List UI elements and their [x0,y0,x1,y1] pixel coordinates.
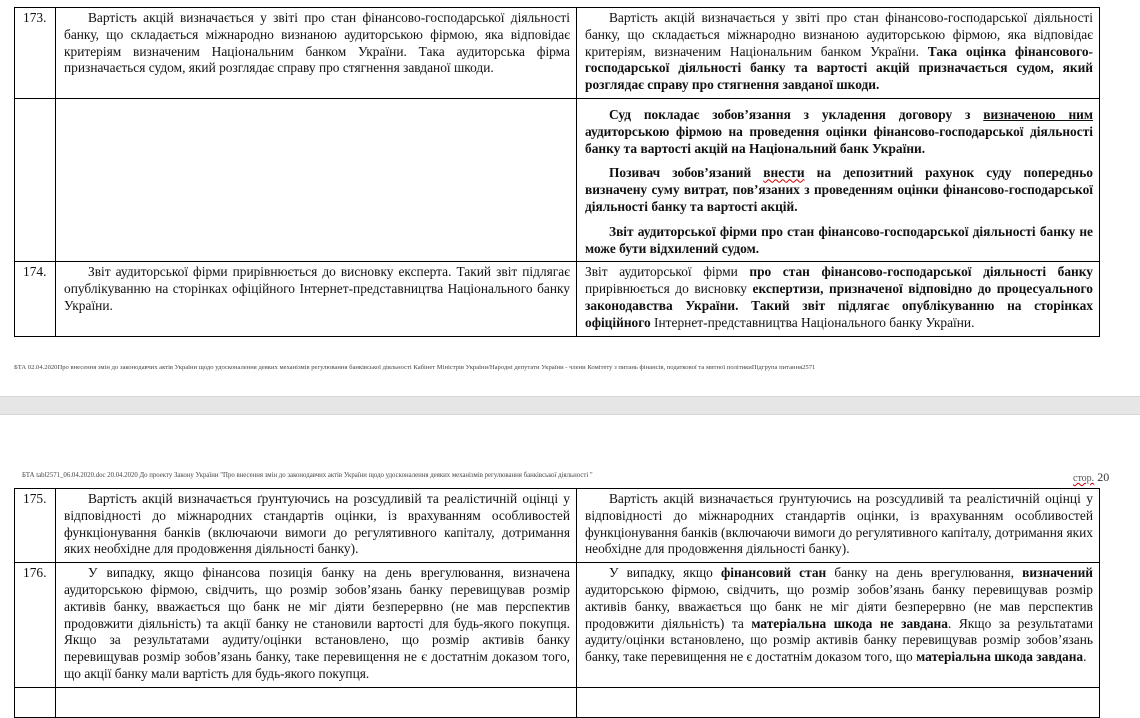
proposed-paragraph-3: Звіт аудиторської фірми про стан фінансово-господарської діяльності банку не може бути відхилений судом. [585,223,1093,256]
current-text-cell [56,489,577,563]
proposed-text: Вартість акцій визначається у звіті про стан фінансово-господарської діяльності банку, що складається міжнародно визнаною аудиторською фірмою, яка відповідає критеріям, визначеним Національним банком України. Така оцінка фінансового-господарської діяльності банку та вартості акцій призначається судом, який розглядає справу про стягнення завданої шкоди. [585,10,1093,93]
page-number: стор. 20 [1073,470,1110,484]
current-text-cell [56,262,577,336]
current-text-cell [56,563,577,688]
table-row-174 [15,262,1100,336]
row-number: 176. [15,563,56,688]
proposed-text: Вартість акцій визначається ґрунтуючись на розсудливій та реалістичній оцінці у відповідності до міжнародних стандартів оцінки, із врахуванням особливостей функціонування банків (включаючи вимоги до регулятивного капіталу, дотримання яких необхідне для продовження діяльності банку). [585,491,1093,557]
table-row-extra [15,98,1100,261]
table-row-176 [15,563,1100,688]
table-row-175 [15,489,1100,563]
table-row-173 [15,8,1100,99]
proposed-text: У випадку, якщо фінансовий стан банку на день врегулювання, визначений аудиторською фірмою, свідчить, що розмір зобов’язань банку перевищував розмір активів банку, вважається що банк не міг діяти безперервно (не мав перспектив продовжити діяльність) та матеріальна шкода не завдана. Якщо за результатами аудиту/оцінки встановлено, що розмір активів банку перевищував розмір зобов’язань банку, таке перевищення не є достатнім доказом того, що матеріальна шкода завдана. [585,565,1093,665]
proposed-text-cell [577,262,1100,336]
document-page-2 [0,415,1140,689]
row-number: 173. [15,8,56,99]
proposed-text: Звіт аудиторської фірми про стан фінансово-господарської діяльності банку прирівнюється до висновку експертизи, призначеної відповідно до процесуального законодавства України. Такий звіт підлягає опублікуванню на сторінках офіційного Інтернет-представництва Національного банку України. [585,264,1093,330]
current-text-cell-empty [56,98,577,261]
current-text: Вартість акцій визначається у звіті про стан фінансово-господарської діяльності банку, що складається міжнародно визнаною аудиторською фірмою, яка відповідає критеріям визначеним Національним банком України. Така аудиторська фірма призначається судом, який розглядає справу про стягнення завданої шкоди. [64,10,570,76]
proposed-text-cell [577,8,1100,99]
proposed-paragraph-1: Суд покладає зобов’язання з укладення договору з визначеною ним аудиторською фірмою на проведення оцінки фінансово-господарської діяльності банку та вартості акцій на Національний банк України. [585,106,1093,156]
proposed-paragraph-2: Позивач зобов’язаний внести на депозитний рахунок суду попередньо визначену суму витрат, пов’язаних з проведенням оцінки фінансово-господарської діяльності банку та вартості акцій. [585,165,1093,214]
table-row-next [15,688,1100,718]
comparison-table-page-2 [14,488,1100,718]
row-number-empty [15,98,56,261]
proposed-text-cell [577,489,1100,563]
current-text-cell [56,8,577,99]
proposed-text-cell [577,563,1100,688]
row-number: 175. [15,489,56,563]
proposed-text-cell [577,98,1100,261]
page-footer: БТА 02.04.2020Про внесення змін до законодавчих актів України щодо удосконалення деяких механізмів регулювання банківської діяльності Кабінет Міністрів України/Народні депутати України - члени Комітету з питань фінансів, податкової та митної політикиПідгрупа питання2571 [14,364,816,371]
row-number: 174. [15,262,56,336]
comparison-table-page-1 [14,7,1100,337]
page-break-gap [0,396,1140,415]
current-text: У випадку, якщо фінансова позиція банку на день врегулювання, визначена аудиторською фірмою, свідчить, що розмір зобов’язань банку перевищував розмір активів банку, вважається що банк не міг діяти безперервно (не мав перспектив продовжити діяльність) та акції банку не становили вартості для будь-якого покупця. Якщо за результатами аудиту/оцінки встановлено, що розмір активів банку перевищував розмір зобов’язань банку, таке перевищення не є достатнім доказом того, що акції банку мали вартість для будь-якого покупця. [64,565,570,681]
current-text: Вартість акцій визначається ґрунтуючись на розсудливій та реалістичній оцінці у відповідності до міжнародних стандартів оцінки, із врахуванням особливостей функціонування банків (включаючи вимоги до регулятивного капіталу, дотримання яких необхідне для продовження діяльності банку). [64,491,570,557]
page-header: БТА tabl2571_06.04.2020.doc 20.04.2020 До проекту Закону України "Про внесення змін до законодавчих актів України щодо удосконалення деяких механізмів регулювання банківської діяльності " [22,472,593,479]
current-text: Звіт аудиторської фірми прирівнюється до висновку експерта. Такий звіт підлягає опублікуванню на сторінках офіційного Інтернет-представництва Національного банку України. [64,264,570,313]
